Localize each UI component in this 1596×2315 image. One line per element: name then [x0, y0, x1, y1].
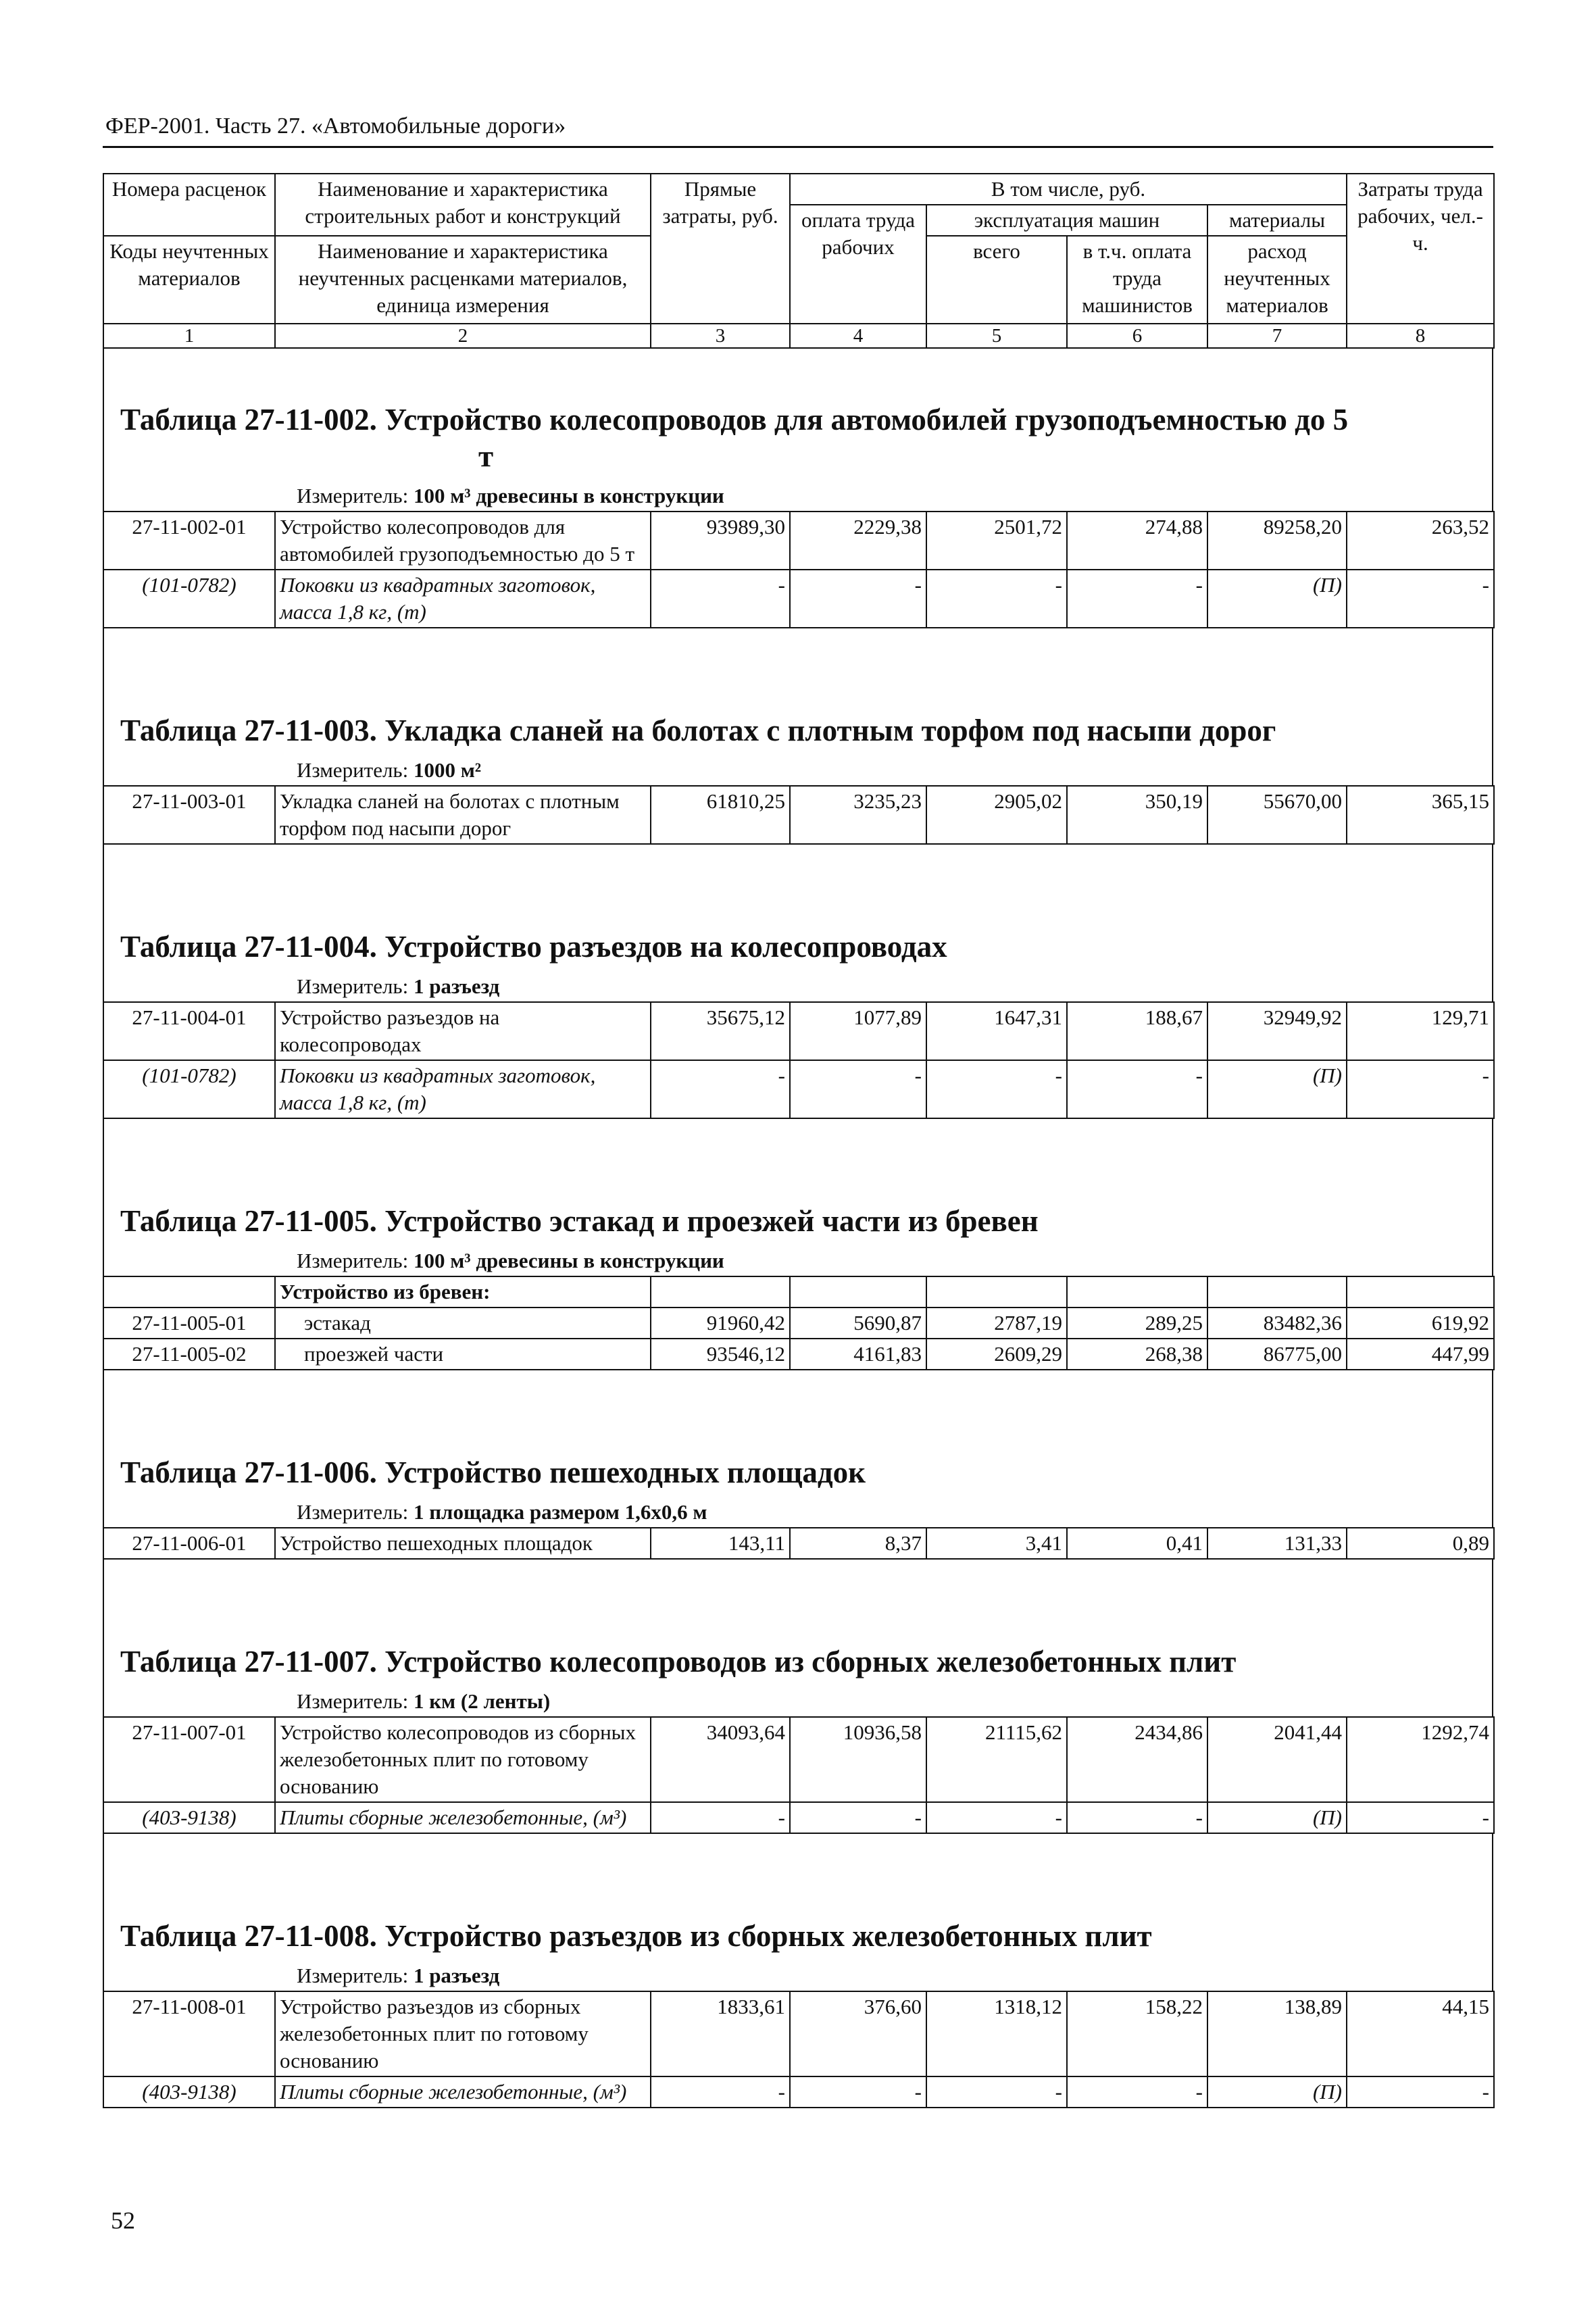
section-title-text: Таблица 27-11-005. Устройство эстакад и проезжей части из бревен: [120, 1204, 1039, 1238]
work-name: Укладка сланей на болотах с плотным торфом под насыпи дорог: [275, 786, 651, 844]
measure-label: Измеритель:: [297, 1689, 409, 1713]
section-title-text: Таблица 27-11-006. Устройство пешеходных площадок: [120, 1455, 866, 1489]
empty-cell: [1347, 1276, 1494, 1308]
machines-total-value: -: [926, 1802, 1067, 1833]
labor-pay-value: 4161,83: [790, 1339, 926, 1370]
table-row: [103, 1717, 1494, 1802]
page-header-title: ФЕР-2001. Часть 27. «Автомобильные дороги»: [105, 114, 566, 139]
labor-hours-value: 447,99: [1347, 1339, 1494, 1370]
section-measure: [104, 1239, 1492, 1276]
direct-costs-value: 143,11: [651, 1528, 790, 1559]
direct-costs-value: -: [651, 570, 790, 628]
labor-pay-value: -: [790, 570, 926, 628]
machines-total-value: 1647,31: [926, 1002, 1067, 1060]
rate-code: 27-11-008-01: [103, 1991, 275, 2076]
machines-total-value: -: [926, 2076, 1067, 2108]
section-title: [104, 1401, 1492, 1491]
section-title: [104, 1865, 1492, 1954]
rate-code: (403-9138): [103, 2076, 275, 2108]
empty-cell: [1207, 1276, 1347, 1308]
direct-costs-value: 93546,12: [651, 1339, 790, 1370]
machines-total-value: -: [926, 1060, 1067, 1118]
header-rate-number: Номера расценок: [103, 174, 275, 236]
materials-value: 83482,36: [1207, 1308, 1347, 1339]
column-index: 2: [275, 324, 651, 348]
section-measure: [104, 965, 1492, 1001]
work-name: Устройство разъездов из сборных железобетонных плит по готовому основанию: [275, 1991, 651, 2076]
labor-hours-value: -: [1347, 570, 1494, 628]
labor-pay-value: 10936,58: [790, 1717, 926, 1802]
section-spacer: [103, 628, 1493, 659]
direct-costs-value: -: [651, 2076, 790, 2108]
materials-value: 2041,44: [1207, 1717, 1347, 1802]
section-title-text: Таблица 27-11-008. Устройство разъездов из сборных железобетонных плит: [120, 1919, 1152, 1953]
rate-table-section: [103, 1865, 1493, 1991]
rate-code: 27-11-005-02: [103, 1339, 275, 1370]
table-row: [103, 1308, 1494, 1339]
rate-table: [103, 1001, 1495, 1119]
work-name: эстакад: [275, 1308, 651, 1339]
direct-costs-value: 61810,25: [651, 786, 790, 844]
section-title: [104, 349, 1492, 474]
rate-table-section: [103, 1591, 1493, 1716]
column-index: 3: [651, 324, 790, 348]
labor-hours-value: -: [1347, 2076, 1494, 2108]
table-row: [103, 1339, 1494, 1370]
work-name: проезжей части: [275, 1339, 651, 1370]
labor-pay-value: -: [790, 2076, 926, 2108]
section-title: [104, 1150, 1492, 1239]
section-measure: [104, 1680, 1492, 1716]
section-title-text: Таблица 27-11-003. Укладка сланей на болотах с плотным торфом под насыпи дорог: [120, 714, 1276, 747]
rate-code: 27-11-004-01: [103, 1002, 275, 1060]
column-header-table: [103, 173, 1495, 349]
operator-pay-value: 274,88: [1067, 512, 1207, 570]
section-title: [104, 1591, 1492, 1680]
section-spacer: [103, 1119, 1493, 1150]
work-name: Поковки из квадратных заготовок, масса 1,8 кг, (т): [275, 1060, 651, 1118]
work-name: Устройство пешеходных площадок: [275, 1528, 651, 1559]
measure-value: 1000 м²: [413, 758, 482, 782]
labor-hours-value: 1292,74: [1347, 1717, 1494, 1802]
section-measure: [104, 1491, 1492, 1527]
labor-hours-value: 263,52: [1347, 512, 1494, 570]
machines-total-value: -: [926, 570, 1067, 628]
rate-code: 27-11-002-01: [103, 512, 275, 570]
rate-table: [103, 511, 1495, 628]
header-including: В том числе, руб.: [790, 174, 1347, 205]
machines-total-value: 2905,02: [926, 786, 1067, 844]
direct-costs-value: 91960,42: [651, 1308, 790, 1339]
labor-pay-value: 3235,23: [790, 786, 926, 844]
header-labor-hours: Затраты труда рабочих, чел.-ч.: [1347, 174, 1494, 324]
direct-costs-value: -: [651, 1060, 790, 1118]
measure-label: Измеритель:: [297, 1500, 409, 1524]
operator-pay-value: 0,41: [1067, 1528, 1207, 1559]
column-index: 8: [1347, 324, 1494, 348]
materials-value: 138,89: [1207, 1991, 1347, 2076]
labor-pay-value: 376,60: [790, 1991, 926, 2076]
direct-costs-value: 1833,61: [651, 1991, 790, 2076]
direct-costs-value: -: [651, 1802, 790, 1833]
section-spacer: [103, 1560, 1493, 1591]
rate-code: 27-11-003-01: [103, 786, 275, 844]
direct-costs-value: 35675,12: [651, 1002, 790, 1060]
table-row: [103, 1060, 1494, 1118]
materials-value: 55670,00: [1207, 786, 1347, 844]
header-machines: эксплуатация машин: [926, 205, 1207, 236]
work-name: Устройство колесопроводов из сборных железобетонных плит по готовому основанию: [275, 1717, 651, 1802]
operator-pay-value: 350,19: [1067, 786, 1207, 844]
table-subheading-row: [103, 1276, 1494, 1308]
operator-pay-value: 289,25: [1067, 1308, 1207, 1339]
work-name: Устройство разъездов на колесопроводах: [275, 1002, 651, 1060]
measure-label: Измеритель:: [297, 974, 409, 998]
table-row: [103, 1528, 1494, 1559]
rate-code: 27-11-006-01: [103, 1528, 275, 1559]
document-body: [103, 173, 1493, 2108]
section-title: [104, 876, 1492, 965]
materials-value: 32949,92: [1207, 1002, 1347, 1060]
machines-total-value: 2501,72: [926, 512, 1067, 570]
rate-code: (101-0782): [103, 570, 275, 628]
materials-value: 131,33: [1207, 1528, 1347, 1559]
rate-table: [103, 1276, 1495, 1370]
labor-hours-value: -: [1347, 1060, 1494, 1118]
header-material-usage: расход неучтенных материалов: [1207, 236, 1347, 324]
work-name: Плиты сборные железобетонные, (м³): [275, 1802, 651, 1833]
section-spacer: [103, 845, 1493, 876]
labor-hours-value: 0,89: [1347, 1528, 1494, 1559]
labor-hours-value: 365,15: [1347, 786, 1494, 844]
rate-table: [103, 1991, 1495, 2108]
work-name: Поковки из квадратных заготовок, масса 1,8 кг, (т): [275, 570, 651, 628]
measure-value: 100 м³ древесины в конструкции: [413, 1249, 724, 1272]
measure-label: Измеритель:: [297, 758, 409, 782]
column-index: 5: [926, 324, 1067, 348]
header-material-name: Наименование и характеристика неучтенных расценками материалов, единица измерения: [275, 236, 651, 324]
machines-total-value: 2787,19: [926, 1308, 1067, 1339]
header-materials: материалы: [1207, 205, 1347, 236]
operator-pay-value: -: [1067, 2076, 1207, 2108]
section-measure: [104, 1954, 1492, 1991]
labor-hours-value: -: [1347, 1802, 1494, 1833]
header-operator-pay: в т.ч. оплата труда машинистов: [1067, 236, 1207, 324]
materials-value: 89258,20: [1207, 512, 1347, 570]
materials-value: 86775,00: [1207, 1339, 1347, 1370]
machines-total-value: 21115,62: [926, 1717, 1067, 1802]
operator-pay-value: 2434,86: [1067, 1717, 1207, 1802]
header-rule: [103, 146, 1493, 148]
section-measure: [104, 474, 1492, 511]
materials-value: (П): [1207, 1802, 1347, 1833]
rate-code: 27-11-007-01: [103, 1717, 275, 1802]
section-title-tail: т: [478, 439, 494, 473]
header-direct-costs: Прямые затраты, руб.: [651, 174, 790, 324]
column-index: 4: [790, 324, 926, 348]
labor-pay-value: 5690,87: [790, 1308, 926, 1339]
materials-value: (П): [1207, 2076, 1347, 2108]
empty-cell: [1067, 1276, 1207, 1308]
rate-table-section: [103, 659, 1493, 785]
header-machines-total: всего: [926, 236, 1067, 324]
section-measure: [104, 749, 1492, 785]
work-name: Плиты сборные железобетонные, (м³): [275, 2076, 651, 2108]
section-spacer: [103, 1370, 1493, 1401]
measure-value: 1 площадка размером 1,6х0,6 м: [413, 1500, 707, 1524]
labor-hours-value: 619,92: [1347, 1308, 1494, 1339]
table-row: [103, 2076, 1494, 2108]
column-index: 6: [1067, 324, 1207, 348]
materials-value: (П): [1207, 1060, 1347, 1118]
rate-tables: [103, 349, 1493, 2108]
empty-cell: [651, 1276, 790, 1308]
machines-total-value: 2609,29: [926, 1339, 1067, 1370]
direct-costs-value: 93989,30: [651, 512, 790, 570]
measure-value: 100 м³ древесины в конструкции: [413, 484, 724, 507]
work-name: Устройство колесопроводов для автомобилей грузоподъемностью до 5 т: [275, 512, 651, 570]
labor-pay-value: -: [790, 1802, 926, 1833]
measure-label: Измеритель:: [297, 484, 409, 507]
direct-costs-value: 34093,64: [651, 1717, 790, 1802]
rate-code: (101-0782): [103, 1060, 275, 1118]
header-material-codes: Коды неучтенных материалов: [103, 236, 275, 324]
labor-pay-value: -: [790, 1060, 926, 1118]
labor-hours-value: 129,71: [1347, 1002, 1494, 1060]
operator-pay-value: -: [1067, 1802, 1207, 1833]
rate-table-section: [103, 876, 1493, 1001]
table-row: [103, 786, 1494, 844]
table-row: [103, 512, 1494, 570]
rate-code: 27-11-005-01: [103, 1308, 275, 1339]
rate-table-section: [103, 1150, 1493, 1276]
operator-pay-value: -: [1067, 570, 1207, 628]
labor-pay-value: 8,37: [790, 1528, 926, 1559]
header-labor-pay: оплата труда рабочих: [790, 205, 926, 324]
machines-total-value: 3,41: [926, 1528, 1067, 1559]
machines-total-value: 1318,12: [926, 1991, 1067, 2076]
measure-value: 1 км (2 ленты): [413, 1689, 551, 1713]
section-title-text: Таблица 27-11-007. Устройство колесопроводов из сборных железобетонных плит: [120, 1645, 1237, 1678]
table-row: [103, 1991, 1494, 2076]
header-work-name: Наименование и характеристика строительных работ и конструкций: [275, 174, 651, 236]
table-row: [103, 1802, 1494, 1833]
labor-hours-value: 44,15: [1347, 1991, 1494, 2076]
materials-value: (П): [1207, 570, 1347, 628]
table-row: [103, 570, 1494, 628]
column-index: 1: [103, 324, 275, 348]
table-subheading: Устройство из бревен:: [275, 1276, 651, 1308]
rate-table: [103, 1716, 1495, 1834]
rate-table: [103, 785, 1495, 845]
section-title-text: Таблица 27-11-004. Устройство разъездов на колесопроводах: [120, 930, 947, 964]
rate-table: [103, 1527, 1495, 1560]
table-row: [103, 1002, 1494, 1060]
empty-cell: [926, 1276, 1067, 1308]
section-title: [104, 659, 1492, 749]
empty-cell: [103, 1276, 275, 1308]
measure-value: 1 разъезд: [413, 1964, 500, 1987]
operator-pay-value: 158,22: [1067, 1991, 1207, 2076]
section-spacer: [103, 1834, 1493, 1865]
rate-code: (403-9138): [103, 1802, 275, 1833]
column-index: 7: [1207, 324, 1347, 348]
operator-pay-value: -: [1067, 1060, 1207, 1118]
rate-table-section: [103, 349, 1493, 511]
page-number: 52: [111, 2207, 135, 2234]
empty-cell: [790, 1276, 926, 1308]
measure-value: 1 разъезд: [413, 974, 500, 998]
measure-label: Измеритель:: [297, 1249, 409, 1272]
operator-pay-value: 188,67: [1067, 1002, 1207, 1060]
labor-pay-value: 1077,89: [790, 1002, 926, 1060]
section-title-text: Таблица 27-11-002. Устройство колесопроводов для автомобилей грузоподъемностью до 5: [120, 403, 1349, 437]
operator-pay-value: 268,38: [1067, 1339, 1207, 1370]
rate-table-section: [103, 1401, 1493, 1527]
labor-pay-value: 2229,38: [790, 512, 926, 570]
measure-label: Измеритель:: [297, 1964, 409, 1987]
